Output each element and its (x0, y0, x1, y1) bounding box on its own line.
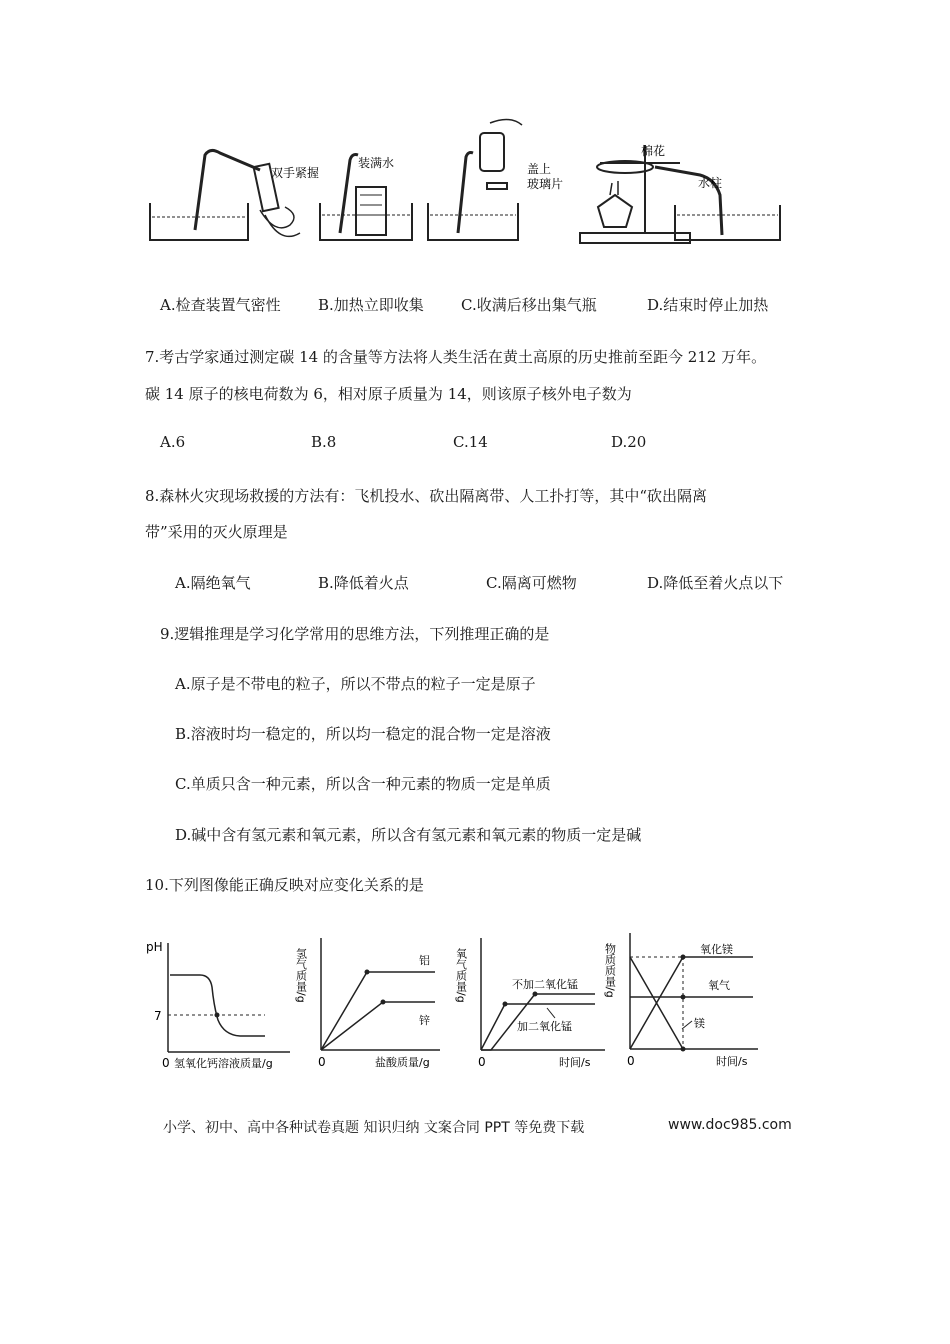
q8-stem-line2: 带”采用的灭火原理是 (145, 523, 288, 541)
q9-option-b: B.溶液时均一稳定的，所以均一稳定的混合物一定是溶液 (175, 725, 551, 743)
chart-a-series-line (170, 975, 265, 1036)
chart-a-xlabel: 氢氧化钙溶液质量/g (174, 1057, 273, 1070)
chart-c-point-no-mno2 (533, 992, 538, 997)
chart-c-arrow (547, 1008, 555, 1018)
q6-option-a: A.检查装置气密性 (160, 296, 281, 314)
q10-stem: 10.下列图像能正确反映对应变化关系的是 (145, 876, 424, 894)
chart-d-point-mgo (681, 955, 686, 960)
chart-b-point-zn (381, 1000, 386, 1005)
q10-chart-c (455, 930, 615, 1080)
chart-a-point (215, 1013, 220, 1018)
chart-a-ylabel: pH (146, 940, 163, 954)
q10-chart-d (603, 925, 773, 1080)
chart-d-ylabel: 物质质量/g (603, 943, 617, 998)
fig-d-cotton-label: 棉花 (641, 144, 666, 158)
chart-b-series-al (321, 972, 435, 1050)
chart-d-legend-mgo: 氧化镁 (700, 943, 733, 956)
q6-option-c: C.收满后移出集气瓶 (461, 296, 597, 314)
chart-a-ytick-7: 7 (154, 1009, 162, 1023)
q8-stem-line1: 8.森林火灾现场救援的方法有：飞机投水、砍出隔离带、人工扑打等，其中“砍出隔离 (145, 487, 707, 505)
q9-option-d: D.碱中含有氢元素和氧元素，所以含有氢元素和氧元素的物质一定是碱 (175, 826, 642, 844)
q7-option-c: C.14 (453, 433, 488, 451)
chart-b-ylabel: 氢气质量/g (294, 948, 308, 1003)
q7-option-b: B.8 (311, 433, 337, 451)
q7-stem-line2: 碳 14 原子的核电荷数为 6，相对原子质量为 14，则该原子核外电子数为 (145, 385, 632, 403)
q9-stem: 9.逻辑推理是学习化学常用的思维方法，下列推理正确的是 (160, 625, 550, 643)
q8-option-c: C.隔离可燃物 (486, 574, 577, 592)
fig-c-label-1: 盖上 (527, 162, 552, 176)
q10-chart-a (140, 935, 300, 1080)
footer-text: 小学、初中、高中各种试卷真题 知识归纳 文案合同 PPT 等免费下载 (163, 1120, 585, 1136)
chart-d-origin: 0 (627, 1054, 635, 1068)
chart-b-series-zn (321, 1002, 435, 1050)
chart-d-series-mgo (630, 957, 753, 1049)
q7-option-a: A.6 (160, 433, 186, 451)
chart-c-ylabel: 氧气质量/g (454, 948, 468, 1003)
fig-b-label: 装满水 (358, 156, 395, 170)
chart-b-xlabel: 盐酸质量/g (375, 1056, 430, 1069)
fig-d-water-label: 水柱 (698, 176, 723, 190)
fig-a-label: 双手紧握 (271, 166, 320, 180)
q7-stem-line1: 7.考古学家通过测定碳 14 的含量等方法将人类生活在黄土高原的历史推前至距今 212 万年。 (145, 348, 767, 366)
footer-url[interactable]: www.doc985.com (668, 1117, 792, 1133)
fig-c-remove-bottle (428, 119, 522, 240)
chart-d-legend-mg: 镁 (694, 1017, 705, 1030)
chart-c-point-mno2 (503, 1002, 508, 1007)
chart-d-point-mg (681, 1047, 686, 1052)
chart-c-xlabel: 时间/s (559, 1056, 591, 1069)
chart-d-xlabel: 时间/s (716, 1055, 748, 1068)
chart-d-legend-o2: 氧气 (708, 979, 730, 992)
q6-apparatus-figure (140, 115, 820, 250)
chart-a-origin: 0 (162, 1056, 170, 1070)
fig-a-airtightness-check (150, 150, 300, 240)
q6-option-b: B.加热立即收集 (318, 296, 424, 314)
chart-c-legend-mno2: 加二氧化锰 (517, 1020, 572, 1033)
q6-option-d: D.结束时停止加热 (647, 296, 769, 314)
q8-option-a: A.隔绝氧气 (175, 574, 251, 592)
q10-chart-b (295, 930, 445, 1080)
chart-b-legend-zn: 锌 (419, 1014, 430, 1027)
chart-b-point-al (365, 970, 370, 975)
chart-c-origin: 0 (478, 1055, 486, 1069)
q7-option-d: D.20 (611, 433, 647, 451)
q9-option-a: A.原子是不带电的粒子，所以不带点的粒子一定是原子 (175, 675, 536, 693)
chart-b-origin: 0 (318, 1055, 326, 1069)
chart-d-point-o2 (681, 995, 686, 1000)
fig-d-stop-heating (580, 145, 780, 243)
chart-b-legend-al: 铝 (419, 954, 430, 967)
fig-c-label-2: 玻璃片 (527, 177, 564, 191)
chart-c-legend-no-mno2: 不加二氧化锰 (512, 978, 578, 991)
q8-option-b: B.降低着火点 (318, 574, 409, 592)
q9-option-c: C.单质只含一种元素，所以含一种元素的物质一定是单质 (175, 775, 551, 793)
q8-option-d: D.降低至着火点以下 (647, 574, 784, 592)
